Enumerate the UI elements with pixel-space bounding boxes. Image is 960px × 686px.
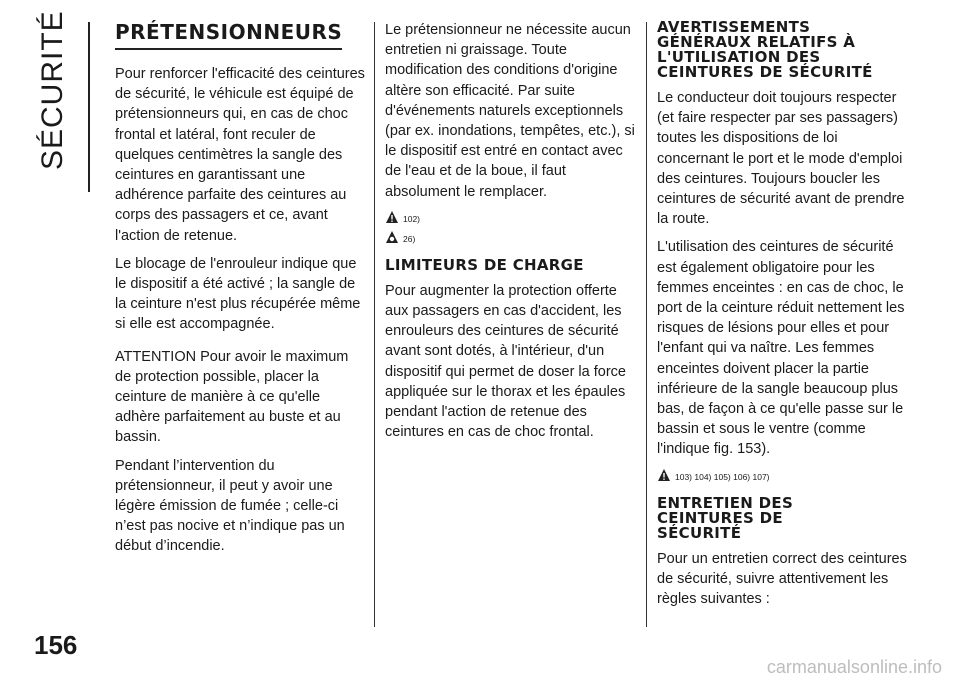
paragraph: L'utilisation des ceintures de sécurité est également obligatoire pour les femmes enceintes : en cas de choc, le port de la ceinture réduit nettement les risques de lésions pour elles et pour l'enfant qui va naître. Les femmes enceintes doivent placer la partie inférieure de la sangle beaucoup plus bas, de façon à ce qu'elle passe sur le bassin et sous le ventre (comme l'indique fig. 153). bbox=[657, 239, 905, 458]
watermark: carmanualsonline.info bbox=[766, 657, 942, 677]
paragraph: Pour un entretien correct des ceintures de sécurité, suivre attentivement les règles suivantes : bbox=[657, 550, 907, 608]
paragraph: Le blocage de l'enrouleur indique que le dispositif a été activé ; la sangle de la ceinture n'est plus récupérée même si elle est accompagnée. bbox=[115, 255, 361, 333]
warning-note bbox=[657, 468, 909, 482]
warning-triangle-icon bbox=[657, 468, 671, 482]
warning-triangle-icon bbox=[385, 210, 399, 224]
heading-avertissements: AVERTISSEMENTS GÉNÉRAUX RELATIFS À L'UTILISATION DES CEINTURES DE SÉCURITÉ bbox=[657, 18, 873, 81]
side-rule bbox=[88, 22, 90, 192]
warning-note bbox=[385, 210, 637, 224]
column-divider-1 bbox=[374, 22, 375, 627]
note-ref: 102) bbox=[403, 213, 421, 224]
section-title-text: SÉCURITÉ bbox=[36, 10, 69, 170]
paragraph: Pour augmenter la protection offerte aux passagers en cas d'accident, les enrouleurs des ceintures de sécurité avant sont dotés, à l'intérieur, d'un dispositif qui permet de doser la force appliquée sur le thorax et les épaules pendant l'action de retenue des ceintures en cas de choc frontal. bbox=[385, 282, 626, 441]
column-divider-2 bbox=[646, 22, 647, 627]
column-2 bbox=[385, 20, 637, 450]
column-3 bbox=[657, 20, 909, 617]
caution-icon bbox=[385, 230, 399, 244]
section-side-title bbox=[28, 10, 88, 180]
heading-pretensionneurs: PRÉTENSIONNEURS bbox=[115, 20, 342, 50]
paragraph: Le conducteur doit toujours respecter (et faire respecter par ses passagers) toutes les dispositions de loi concernant le port et le mode d'emploi des ceintures. Toujours boucler les ceintures de sécurité avant de prendre la route. bbox=[657, 90, 905, 228]
paragraph: Le prétensionneur ne nécessite aucun entretien ni graissage. Toute modification des conditions d'origine altère son efficacité. Par suite d'événements naturels exceptionnels (par ex. inondations, tempêtes, etc.), si le dispositif est entré en contact avec de l'eau et de la boue, il faut absolument le remplacer. bbox=[385, 22, 635, 200]
heading-entretien: ENTRETIEN DES CEINTURES DE SÉCURITÉ bbox=[657, 493, 794, 542]
note-ref: 26) bbox=[403, 233, 416, 244]
paragraph: Pour renforcer l'efficacité des ceintures de sécurité, le véhicule est équipé de prétensionneurs qui, en cas de choc frontal et latéral, font reculer de quelques centimètres la sangle des ceintures en garantissant une adhérence parfaite des ceintures au corps des passagers et ce, avant l'action de retenue. bbox=[115, 66, 365, 244]
paragraph: Pendant l’intervention du prétensionneur, il peut y avoir une légère émission de fumée ; celle-ci n’est pas nocive et n’indique pas un début d’incendie. bbox=[115, 457, 345, 555]
paragraph-attention: ATTENTION Pour avoir le maximum de protection possible, placer la ceinture de manière à ce qu'elle adhère parfaitement au buste et au bassin. bbox=[115, 348, 349, 446]
note-ref: 103) 104) 105) 106) 107) bbox=[675, 471, 770, 482]
heading-limiteurs: LIMITEURS DE CHARGE bbox=[385, 255, 584, 274]
column-1 bbox=[115, 20, 365, 565]
page-number: 156 bbox=[34, 630, 78, 660]
caution-note bbox=[385, 230, 637, 244]
